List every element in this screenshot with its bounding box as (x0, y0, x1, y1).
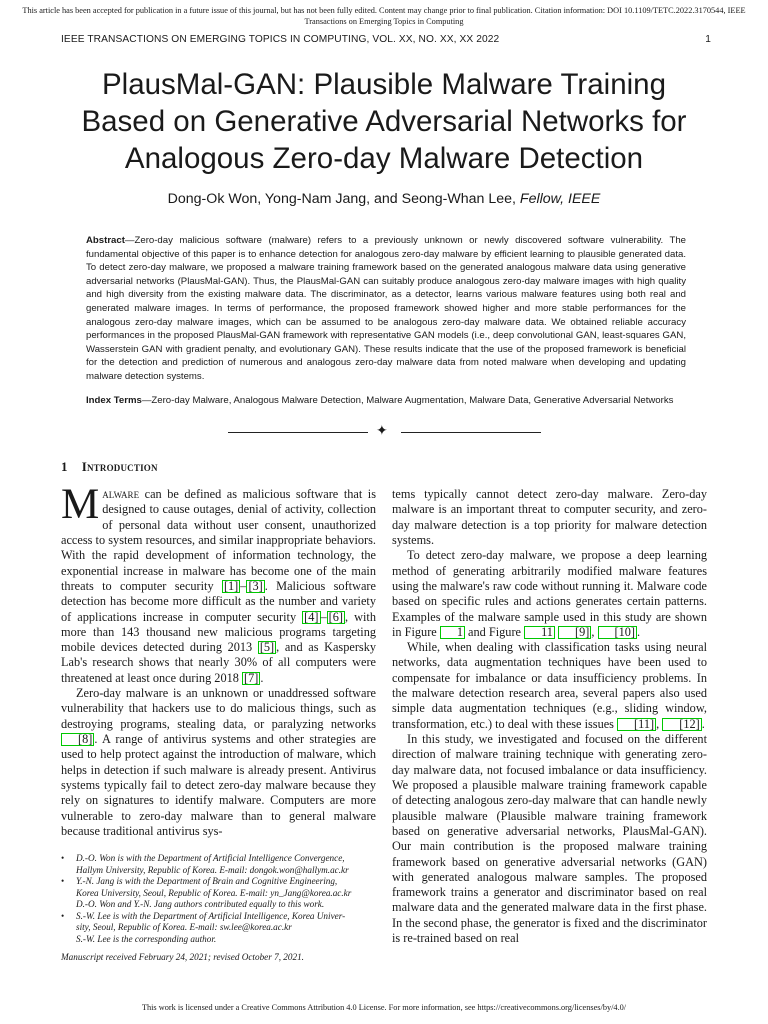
citation-link[interactable]: [4] (304, 609, 319, 624)
citation-link[interactable]: [7] (243, 670, 259, 685)
footnote-item (61, 911, 379, 946)
paragraph-3: To detect zero-day malware, we propose a deep learning method of generating arbitrarily modified malware features using the malware's raw code without running it. Malware code based on specific rules and actions generates certain patterns. Examples of the malware sample used in this study are shown in Figure 1 and Figure 11 [9] , [10] . (392, 548, 707, 639)
paper-title (40, 66, 728, 177)
paragraph-text: In this study, we investigated and focused on the different direction of malware training technique with generating zero-day malware data, not focused imbalance or data insufficiency. We proposed a plausible malware training framework capable of detecting analogous zero-day malware that can handle newly plausible malware (Plausible malware training framework based on generative adversarial networks, PlausMal-GAN). Our main contribution is the proposed malware training framework based on generative adversarial networks (GAN) with generated analogous malware samples. The proposed framework trains a generator and discriminator based on real malware data and the generated malware data in the first phase. In the second phase, the generator is fixed and the discriminator is re-trained based on real (392, 732, 707, 946)
paragraph-2-cont (392, 487, 707, 548)
publication-notice-line2: Transactions on Emerging Topics in Computing (304, 17, 464, 26)
paragraph-text: and Figure (464, 624, 525, 639)
citation-dash: – (240, 578, 247, 593)
paragraph-text: , with more than 143 thousand new malicious programs targeting mobile devices detected during 2013 (61, 609, 376, 655)
publication-notice (20, 5, 748, 27)
paragraph-text: . Malicious software detection has become more difficult as the number and variety of applications increase in computer security (61, 578, 376, 624)
journal-name: IEEE TRANSACTIONS ON EMERGING TOPICS IN COMPUTING, VOL. XX, NO. XX, XX 2022 (61, 34, 500, 45)
figure-link[interactable]: 1 (440, 626, 465, 639)
citation-dash: – (320, 609, 327, 624)
citation-link[interactable]: [3] (248, 578, 263, 593)
footnote-line: D.-O. Won and Y.-N. Jang authors contributed equally to this work. (76, 899, 325, 909)
index-terms-text: —Zero-day Malware, Analogous Malware Detection, Malware Augmentation, Malware Data, Generative Adversarial Networks (141, 395, 674, 406)
footnote-line: Hallym University, Republic of Korea. E-mail: dongok.won@hallym.ac.kr (76, 864, 349, 875)
citation-link[interactable]: [12] (662, 718, 702, 731)
publication-notice-line1: This article has been accepted for publication in a future issue of this journal, but has not been fully edited. Content may change prior to final publication. Citation information: DOI 10.1109/TETC.2022.3170544, IEEE (22, 6, 746, 15)
author-fellow: Fellow, IEEE (519, 191, 601, 207)
paragraph-1 (61, 481, 377, 686)
section-separator (228, 424, 541, 439)
author-footnotes (61, 853, 379, 945)
citation-link[interactable]: [10] (598, 626, 638, 639)
footnote-item (61, 876, 379, 911)
paragraph-text: can be defined as malicious software that is designed to cause outages, denial of activity, collection of personal data without user consent, unauthorized access to system resources, and similar inappropriate behaviors. With the rapid development of information technology, the exponential increase in malware has become one of the main threats to computer security (61, 487, 376, 593)
title-line2: Based on Generative Adversarial Networks for (81, 105, 687, 138)
footnote-line: • Y.-N. Jang is with the Department of Brain and Cognitive Engineering, (76, 876, 338, 886)
paragraph-text: Zero-day malware is an unknown or unaddressed software vulnerability that hackers use to do malicious things, such as destroying programs, stealing data, or paralyzing networks (61, 686, 376, 731)
section-heading (61, 459, 158, 475)
separator-line-right (401, 432, 541, 433)
paragraph-4: While, when dealing with classification tasks using neural networks, data augmentation techniques have been used to compensate for imbalance or data insufficiency problems. In the malware detection research area, several papers also used simple data augmentation techniques (e.g., sliding window, transformation, etc.) to deal with these issues [11] , [12] . (392, 640, 707, 731)
title-line1: PlausMal-GAN: Plausible Malware Training (101, 68, 666, 101)
paragraph-text: To detect zero-day malware, we propose a deep learning method of generating arbitrarily modified malware features using the malware's raw code without running it. Malware code based on specific rules and actions generates certain patterns. Examples of the malware sample used in this study are shown in Figure (392, 548, 707, 639)
footnote-line: • S.-W. Lee is with the Department of Artificial Intelligence, Korea Univer- (76, 910, 346, 921)
separator-line-left (228, 432, 368, 433)
index-terms-label: Index Terms (86, 395, 142, 406)
page-number: 1 (705, 34, 711, 45)
citation-link[interactable]: [11] (617, 718, 656, 731)
section-number: 1 (61, 459, 68, 474)
paragraph-text: . A range of antivirus systems and other strategies are used to help protect against the introduction of malware, which helps in detection if such malware is already present. Antivirus systems typically fail to detect zero-day malware because they rely on signatures to identify malware. Computers are more vulnerable to zero-day malware than to general malware because traditional antivirus sys- (61, 732, 376, 838)
author-names: Dong-Ok Won, Yong-Nam Jang, and Seong-Whan Lee, (167, 191, 520, 207)
section-title: Introduction (81, 459, 158, 474)
abstract-text: —Zero-day malicious software (malware) refers to a previously unknown or newly discovered software vulnerability. The fundamental objective of this paper is to enhance detection for analogous zero-day malware by efficient learning to plausible generated data. To detect zero-day malware, we proposed a malware training framework based on the generated analogous malware data using generative adversarial networks (PlausMal-GAN). Thus, the PlausMal-GAN can suitably produce analogous zero-day malware images with high quality and high diversity from the existing malware data. The discriminator, as a detector, learns various malware features using both real and generated malware images. In terms of performance, the proposed framework showed higher and more stable performances for the analogous zero-day malware images, which can be assumed to be analogous zero-day malware data. We obtained reliable accuracy performances in the proposed PlausMal-GAN framework with representative GAN models (i.e., deep convolutional GAN, least-squares GAN, Wasserstein GAN with gradient penalty, and evolutionary GAN). These results indicate that the use of the proposed framework is beneficial for the detection and prediction of numerous and analogous zero-day malware data from noted malware when developing and updating malware detection systems. (86, 235, 686, 382)
paragraph-5 (392, 732, 707, 946)
footnote-line: • D.-O. Won is with the Department of Artificial Intelligence Convergence, (76, 853, 345, 863)
separator-star-icon: ✦ (376, 424, 388, 439)
footnote-item (61, 853, 379, 876)
abstract (86, 234, 686, 384)
index-terms (86, 394, 686, 408)
manuscript-dates: Manuscript received February 24, 2021; revised October 7, 2021. (61, 952, 304, 962)
paragraph-text: tems typically cannot detect zero-day malware. Zero-day malware is an important threat to computer security, and zero-day malware detection is a top priority for malware detection systems. (392, 487, 707, 547)
license-notice: This work is licensed under a Creative Commons Attribution 4.0 License. For more information, see https://creativecommons.org/licenses/by/4.0/ (141, 1003, 627, 1012)
citation-link[interactable]: [5] (259, 640, 275, 655)
citation-link[interactable]: [1] (223, 578, 239, 593)
footnote-line: Korea University, Seoul, Republic of Korea. E-mail: yn_Jang@korea.ac.kr (76, 887, 352, 898)
citation-link[interactable]: [9] (558, 626, 591, 639)
running-head (61, 34, 711, 45)
paragraph-2 (61, 686, 376, 839)
drop-cap: M (61, 481, 100, 528)
author-list (40, 191, 728, 207)
lead-word: alware (102, 487, 140, 501)
figure-link[interactable]: 11 (524, 626, 555, 639)
abstract-label: Abstract (86, 235, 125, 246)
paragraph-text: While, when dealing with classification tasks using neural networks, data augmentation techniques have been used to compensate for imbalance or data insufficiency problems. In the malware detection research area, several papers also used simple data augmentation techniques (e.g., sliding window, transformation, etc.) to deal with these issues (392, 640, 707, 731)
paragraph-text: . (701, 716, 705, 731)
paragraph-text: . (637, 624, 641, 639)
footnote-line: sity, Seoul, Republic of Korea. E-mail: sw.lee@korea.ac.kr (76, 922, 292, 932)
citation-link[interactable]: [8] (61, 733, 94, 746)
title-line3: Analogous Zero-day Malware Detection (124, 142, 644, 175)
citation-link[interactable]: [6] (328, 609, 343, 624)
body-column-right (392, 487, 707, 946)
paragraph-text: . (260, 670, 264, 685)
footnote-line: S.-W. Lee is the corresponding author. (76, 933, 217, 944)
paragraph-text: , and as Kaspersky Lab's research shows that nearly 30% of all computers were threatened at least once during 2018 (61, 640, 377, 685)
body-column-left (61, 481, 377, 839)
